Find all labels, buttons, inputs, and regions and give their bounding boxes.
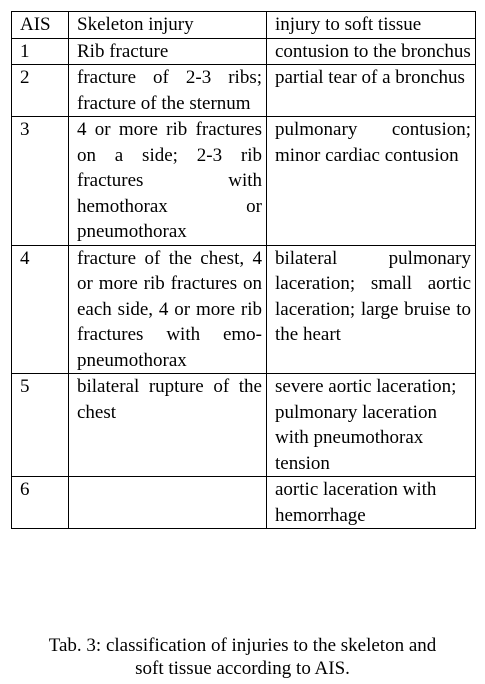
cell-soft-tissue-injury: bilateral pulmonary laceration; small aortic laceration; large bruise to the heart [267,245,476,374]
cell-skeleton-injury: bilateral rupture of the chest [69,374,267,477]
cell-ais: 6 [12,477,69,529]
caption-line-1: Tab. 3: classification of injuries to the skeleton and [48,635,437,656]
cell-soft-tissue-injury: contusion to the bronchus [267,38,476,65]
header-skeleton-injury: Skeleton injury [69,12,267,39]
table-row [12,65,476,117]
table-header-row [12,12,476,39]
cell-ais: 2 [12,65,69,117]
cell-soft-tissue-injury: severe aortic laceration; pulmonary laceration with pneumothorax tension [267,374,476,477]
table-caption [0,634,485,680]
header-soft-tissue-injury: injury to soft tissue [267,12,476,39]
cell-skeleton-injury: Rib fracture [69,38,267,65]
caption-line-2: soft tissue according to AIS. [135,658,350,679]
table-row [12,374,476,477]
cell-skeleton-injury: 4 or more rib fractures on a side; 2-3 rib fractures with hemothorax or pneumothorax [69,117,267,246]
table-row [12,117,476,246]
cell-ais: 4 [12,245,69,374]
cell-soft-tissue-injury: partial tear of a bronchus [267,65,476,117]
cell-ais: 1 [12,38,69,65]
table-row [12,245,476,374]
cell-skeleton-injury [69,477,267,529]
cell-soft-tissue-injury: pulmonary contusion; minor cardiac contusion [267,117,476,246]
cell-ais: 5 [12,374,69,477]
cell-skeleton-injury: fracture of 2-3 ribs; fracture of the sternum [69,65,267,117]
table-row [12,38,476,65]
header-ais: AIS [12,12,69,39]
cell-ais: 3 [12,117,69,246]
cell-skeleton-injury: fracture of the chest, 4 or more rib fractures on each side, 4 or more rib fractures with emo-pneumothorax [69,245,267,374]
cell-soft-tissue-injury: aortic laceration with hemorrhage [267,477,476,529]
ais-classification-table [11,11,476,529]
table-row [12,477,476,529]
ais-table-container [11,11,475,529]
